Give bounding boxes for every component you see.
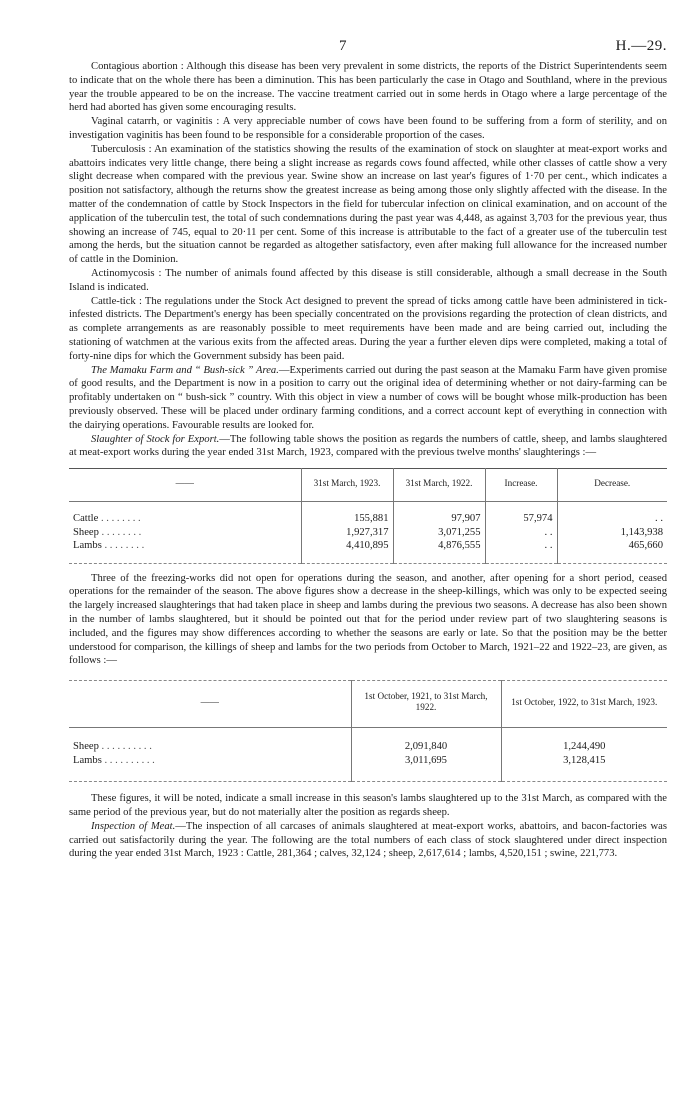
table-header-1923: 31st March, 1923. — [301, 469, 393, 502]
cell-period-2: 1,244,490 — [501, 728, 667, 754]
leader-dots: . . . . . . . . . . — [104, 754, 155, 766]
paragraph-vaginal-catarrh: Vaginal catarrh, or vaginitis : A very appreciable number of cows have been found to be suffering from a form of sterility, and on investigation vaginitis has been found to be responsible for a considerable proportion of the cases. — [69, 116, 667, 141]
table-row — [69, 728, 667, 754]
mamaku-heading: The Mamaku Farm and “ Bush-sick ” Area. — [91, 364, 279, 376]
leader-dots: . . . . . . . . . . — [101, 741, 152, 753]
cell-1923: 155,881 — [301, 502, 393, 526]
paragraph-contagious-abortion: Contagious abortion : Although this disease has been very prevalent in some districts, the reports of the District Superintendents seem to indicate that on the whole there has been a diminution. This has been particularly the case in Otago and Southland, where in the previous year the trouble appeared to be on the increase. The vaccine treatment carried out in some herds in Otago where a large percentage of the herd had aborted has given some encouraging results. — [69, 61, 667, 114]
page-header — [69, 38, 667, 60]
cell-increase: 57,974 — [485, 502, 557, 526]
row-label: Cattle — [73, 513, 99, 525]
document-reference: H.—29. — [615, 38, 667, 54]
table-header-decrease: Decrease. — [557, 469, 667, 502]
paragraph-mamaku-farm — [69, 364, 667, 433]
row-label: Lambs — [73, 540, 102, 552]
cell-increase: . . — [485, 526, 557, 540]
row-label: Sheep — [73, 526, 99, 538]
cell-1923: 1,927,317 — [301, 526, 393, 540]
cell-1922: 3,071,255 — [393, 526, 485, 540]
cell-period-1: 3,011,695 — [351, 754, 501, 782]
cell-period-2: 3,128,415 — [501, 754, 667, 782]
table-row — [69, 526, 667, 540]
cell-decrease: 465,660 — [557, 539, 667, 563]
table-row — [69, 754, 667, 782]
leader-dots: . . . . . . . . — [104, 540, 145, 552]
row-label: Sheep — [73, 741, 99, 753]
table-header-period-1921-22: 1st October, 1921, to 31st March, 1922. — [351, 681, 501, 728]
document-page — [69, 38, 667, 861]
paragraph-freezing-works: Three of the freezing-works did not open for operations during the season, and another, after opening for a short period, ceased operations for the remainder of the season. The above figures show a decrease in the sheep-killings, which was only to be expected seeing the largely increased slaughterings that had taken place in sheep and lambs during the previous two seasons. A decrease has also been shown in the number of lambs slaughtered, but it should be pointed out that for the period under review part of two slaughtering seasons is included, and the figures may show differences according to whether the seasons are early or late. So that the position may be the better understood for comparison, the killings of sheep and lambs for the two periods from October to March, 1921–22 and 1922–23, are given, as follows :— — [69, 572, 667, 667]
inspection-body: —The inspection of all carcases of animals slaughtered at meat-export works, abattoirs, and bacon-factories was carried out satisfactorily during the year. The following are the total numbers of each class of stock slaughtered under direct inspection during the year ended 31st March, 1923 : Cattle, 281,364 ; calves, 32,124 ; sheep, 2,617,614 ; lambs, 4,520,151 ; swine, 221,773. — [69, 820, 667, 860]
october-march-table — [69, 680, 667, 782]
cell-increase: . . — [485, 539, 557, 563]
row-label: Lambs — [73, 754, 102, 766]
cell-1923: 4,410,895 — [301, 539, 393, 563]
cell-1922: 4,876,555 — [393, 539, 485, 563]
paragraph-inspection-of-meat — [69, 820, 667, 861]
leader-dots: . . . . . . . . — [100, 513, 141, 525]
slaughter-heading: Slaughter of Stock for Export. — [91, 433, 220, 445]
leader-dots: . . . . . . . . — [101, 526, 142, 538]
slaughter-comparison-table — [69, 468, 667, 564]
page-number: 7 — [339, 38, 347, 54]
paragraph-tuberculosis: Tuberculosis : An examination of the statistics showing the results of the examination of stock on slaughter at meat-export works and abattoirs indicates very little change, there being a slight increase as regards cows found affected, while other classes of cattle show a very slight decrease when compared with the previous year. Swine show an increase on last year's figures of 1·70 per cent., which indicates a position not satisfactory, although the returns show the greatest increase as being among those only slightly affected with the disease. In the matter of the condemnation of cattle by Stock Inspectors in the field for tubercular infection on clinical examination, and on account of the application of the tuberculin test, the total of such condemnations during the past year was 4,448, as against 3,703 for the previous year, thus showing an increase of 745, equal to 20·11 per cent. Some of this increase is attributable to the fact of a greater use of the tuberculin test among the herds, but the situation cannot be regarded as altogether satisfactory, even after making full allowance for the increased number of cattle in the Dominion. — [69, 143, 667, 266]
table-row — [69, 539, 667, 563]
table-header-increase: Increase. — [485, 469, 557, 502]
inspection-heading: Inspection of Meat. — [91, 820, 176, 832]
table-row — [69, 502, 667, 526]
slaughter-body: —The following table shows the position as regards the numbers of cattle, sheep, and lambs slaughtered at meat-export works during the year ended 31st March, 1923, compared with the previous twelve months' slaughterings :— — [69, 433, 667, 459]
table-header-blank: —— — [69, 681, 351, 728]
paragraph-slaughter — [69, 433, 667, 461]
paragraph-figures-note: These figures, it will be noted, indicate a small increase in this season's lambs slaughtered up to the 31st March, as compared with the same period of the previous year, but do not materially alter the position as regards sheep. — [69, 793, 667, 818]
table-header-period-1922-23: 1st October, 1922, to 31st March, 1923. — [501, 681, 667, 728]
table-header-1922: 31st March, 1922. — [393, 469, 485, 502]
table-header-blank: —— — [69, 469, 301, 502]
cell-1922: 97,907 — [393, 502, 485, 526]
cell-decrease: . . — [557, 502, 667, 526]
paragraph-actinomycosis: Actinomycosis : The number of animals found affected by this disease is still considerable, although a small decrease in the South Island is indicated. — [69, 267, 667, 293]
paragraph-cattle-tick: Cattle-tick : The regulations under the Stock Act designed to prevent the spread of ticks among cattle have been administered in tick-infested districts. The Department's energy has been specially concentrated on the provisions regarding the protection of clean districts, and as complete arrangements as are reasonably possible to meet requirements have been made and are being carried out, including the stationing of watchmen at the various exits from the affected areas. During the year a further eleven dips were completed, making a total of forty-nine dips for which the Government subsidy has been paid. — [69, 295, 667, 362]
cell-period-1: 2,091,840 — [351, 728, 501, 754]
mamaku-body: —Experiments carried out during the past season at the Mamaku Farm have given promise of good results, and the Department is now in a position to carry out the original idea of determining whether or not dairy-farming can be profitably undertaken on “ bush-sick ” country. With this object in view a number of cows will be bought whose milk-production has been previously observed. These will be placed under ordinary farming conditions, and a correct account kept of everything in connection with the dairying operations. Favourable results are looked for. — [69, 364, 667, 431]
cell-decrease: 1,143,938 — [557, 526, 667, 540]
